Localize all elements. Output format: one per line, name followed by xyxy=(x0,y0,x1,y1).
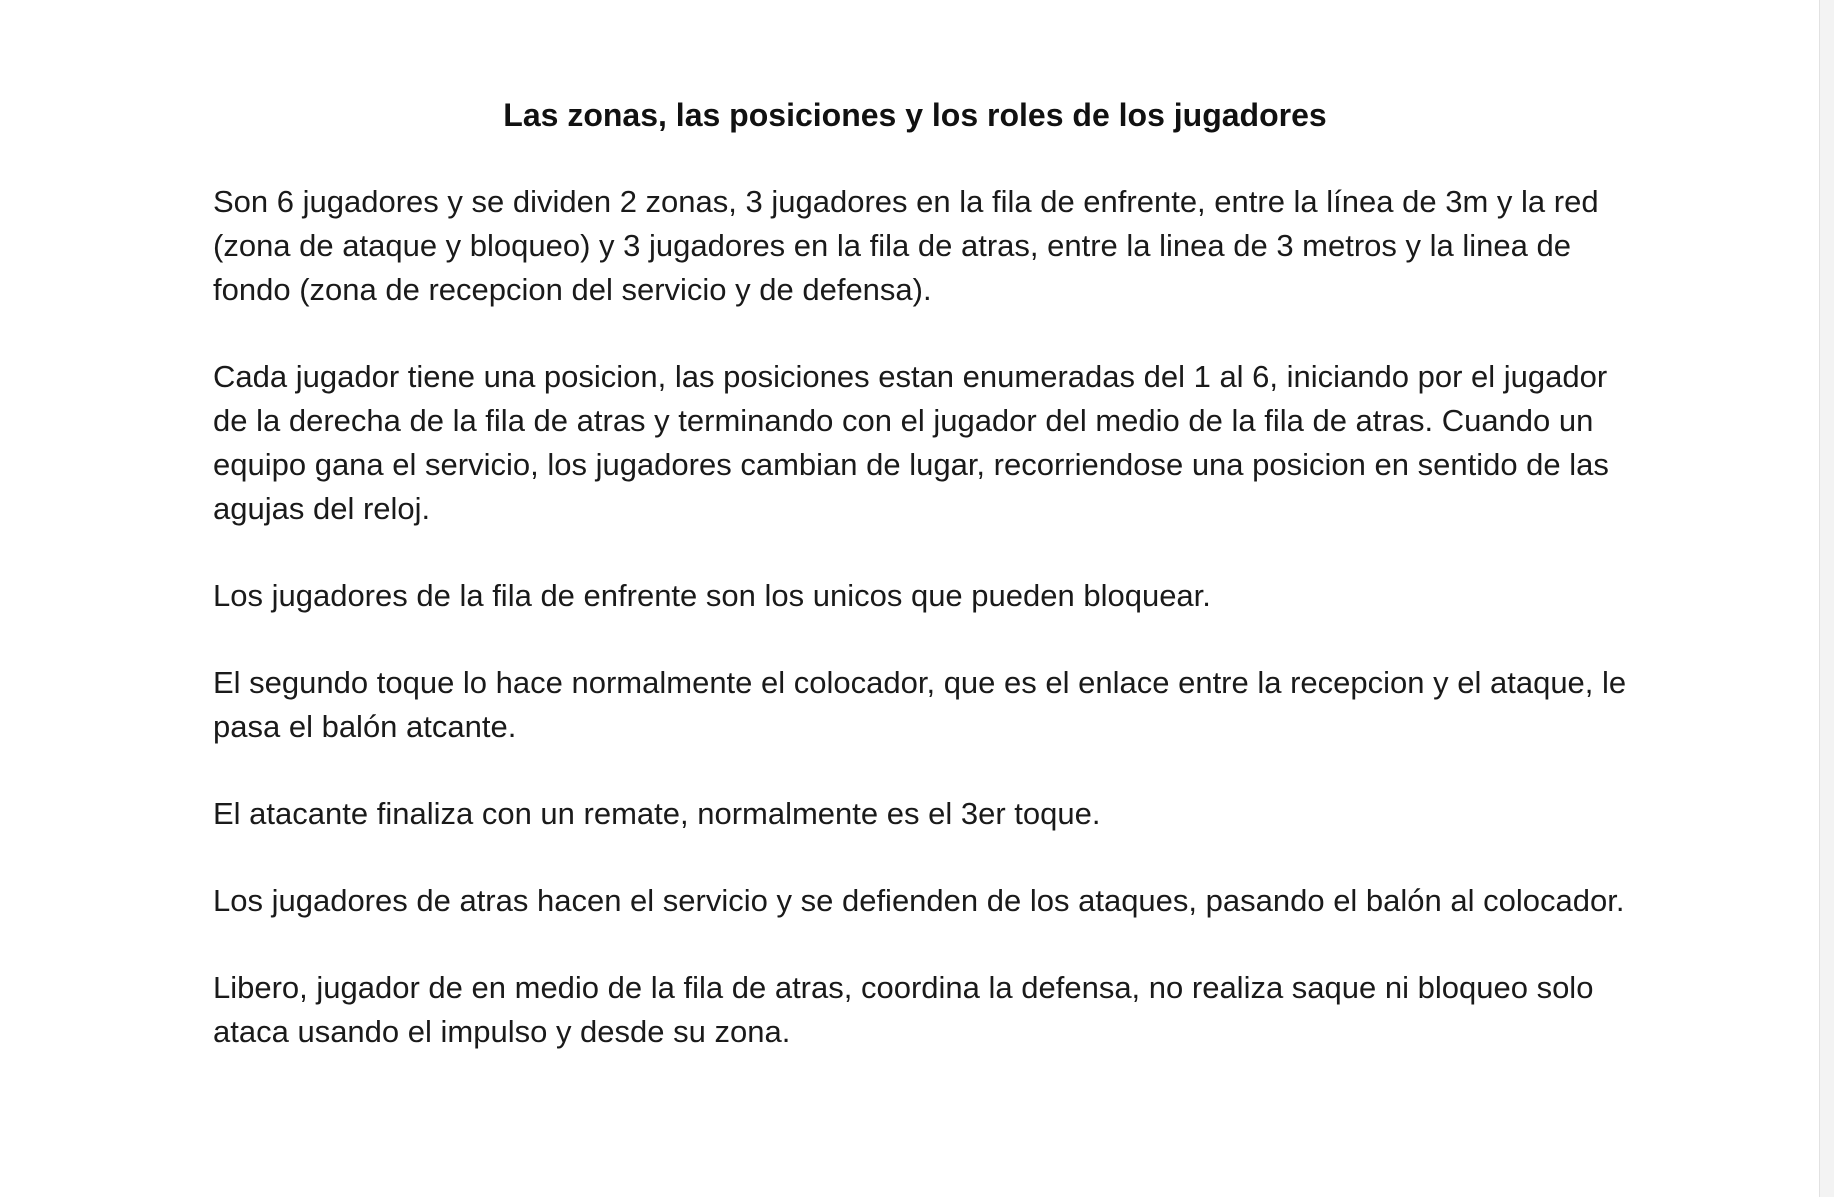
paragraph-back-row: Los jugadores de atras hacen el servicio y se defienden de los ataques, pasando el balón al colocador. xyxy=(213,883,1625,918)
document-title: Las zonas, las posiciones y los roles de los jugadores xyxy=(503,97,1327,133)
page-edge xyxy=(1819,0,1834,1197)
paragraph-libero: Libero, jugador de en medio de la fila de atras, coordina la defensa, no realiza saque ni bloqueo solo ataca usando el impulso y desde su zona. xyxy=(213,970,1594,1049)
paragraph-attacker: El atacante finaliza con un remate, normalmente es el 3er toque. xyxy=(213,796,1101,831)
paragraph-zones: Son 6 jugadores y se dividen 2 zonas, 3 jugadores en la fila de enfrente, entre la línea de 3m y la red (zona de ataque y bloqueo) y 3 jugadores en la fila de atras, entre la linea de 3 metros y la linea de fondo (zona de recepcion del servicio y de defensa). xyxy=(213,184,1599,307)
paragraph-positions: Cada jugador tiene una posicion, las posiciones estan enumeradas del 1 al 6, iniciando por el jugador de la derecha de la fila de atras y terminando con el jugador del medio de la fila de atras. Cuando un equipo gana el servicio, los jugadores cambian de lugar, recorriendose una posicion en sentido de las agujas del reloj. xyxy=(213,359,1609,526)
document-body xyxy=(213,180,1633,1097)
paragraph-setter: El segundo toque lo hace normalmente el colocador, que es el enlace entre la recepcion y el ataque, le pasa el balón atcante. xyxy=(213,665,1627,744)
paragraph-blocking: Los jugadores de la fila de enfrente son los unicos que pueden bloquear. xyxy=(213,578,1211,613)
